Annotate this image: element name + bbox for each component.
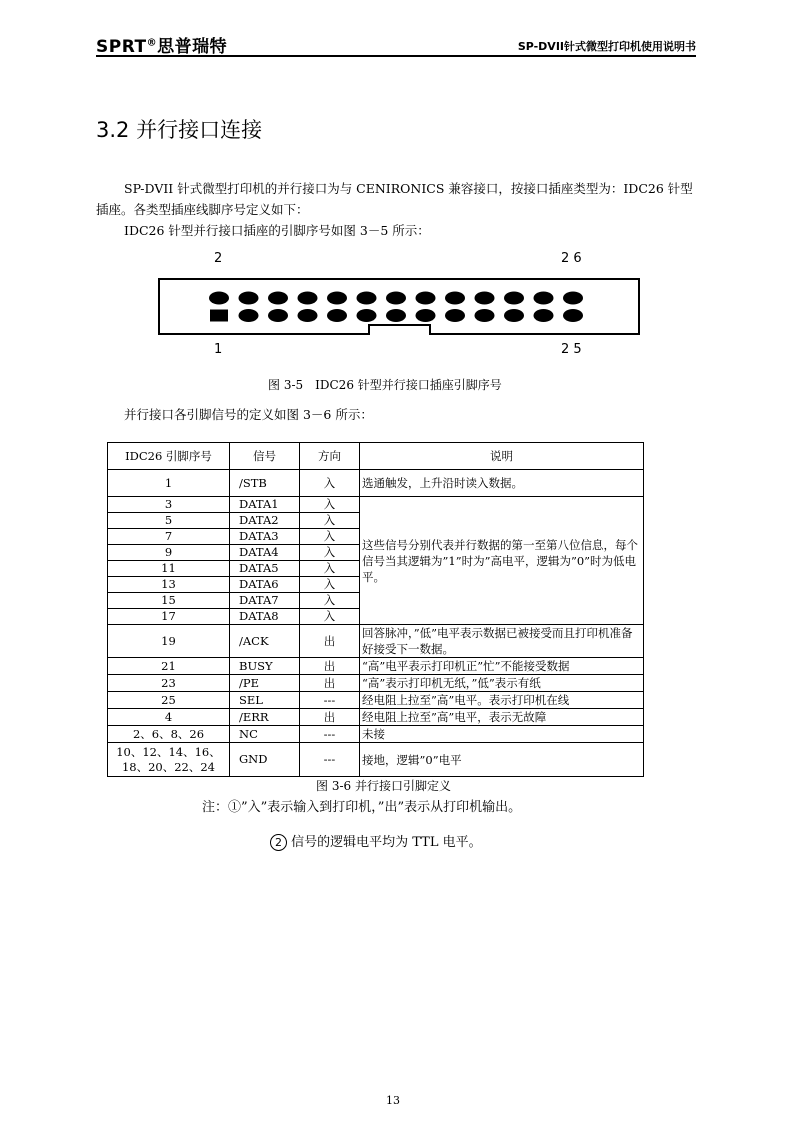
signal-cell: DATA3 (230, 529, 300, 545)
page-header (96, 32, 696, 57)
signal-cell: /ACK (230, 625, 300, 658)
description-cell: “高”电平表示打印机正”忙”不能接受数据 (360, 658, 644, 675)
header-description: 说明 (360, 443, 644, 470)
document-title: SP-DVII针式微型打印机使用说明书 (517, 40, 696, 53)
pin-odd-5 (268, 309, 288, 322)
pin-odd-1 (210, 310, 228, 322)
pin-even-8 (298, 292, 318, 305)
signal-cell: BUSY (230, 658, 300, 675)
idc26-connector-diagram (158, 278, 640, 336)
direction-cell: 出 (300, 625, 360, 658)
figure-caption: 图 3-5 IDC26 针型并行接口插座引脚序号 (268, 378, 502, 392)
section-title: 3.2 并行接口连接 (96, 118, 263, 142)
circled-number-icon: 2 (270, 834, 287, 851)
signal-cell: DATA4 (230, 545, 300, 561)
pin-odd-17 (445, 309, 465, 322)
pin-odd-19 (475, 309, 495, 322)
table-row (108, 658, 644, 675)
table-row (108, 497, 644, 513)
direction-cell: 出 (300, 709, 360, 726)
direction-cell: 出 (300, 675, 360, 692)
intro-line-3: IDC26 针型并行接口插座的引脚序号如图 3－5 所示： (124, 223, 430, 238)
table-row (108, 709, 644, 726)
table-row (108, 726, 644, 743)
signal-cell: DATA2 (230, 513, 300, 529)
direction-cell: 入 (300, 470, 360, 497)
description-cell: 接地，逻辑”0”电平 (360, 743, 644, 777)
pin-cell: 3 (108, 497, 230, 513)
direction-cell: --- (300, 743, 360, 777)
pin-odd-9 (327, 309, 347, 322)
pin-even-16 (416, 292, 436, 305)
pin-cell: 21 (108, 658, 230, 675)
pin-even-26 (563, 292, 583, 305)
pin-even-6 (268, 292, 288, 305)
pin-label-26: 2 6 (561, 251, 582, 266)
direction-cell: 入 (300, 561, 360, 577)
pin-odd-15 (416, 309, 436, 322)
pin-odd-13 (386, 309, 406, 322)
description-cell: 经电阻上拉至”高”电平。表示打印机在线 (360, 692, 644, 709)
signal-cell: /ERR (230, 709, 300, 726)
page-number: 13 (386, 1094, 400, 1107)
direction-cell: 入 (300, 609, 360, 625)
table-row (108, 675, 644, 692)
pin-cell: 5 (108, 513, 230, 529)
pin-group (209, 292, 583, 323)
pin-cell: 19 (108, 625, 230, 658)
pin-even-24 (534, 292, 554, 305)
brand-logo: SPRT®思普瑞特 (96, 37, 228, 57)
description-cell: 经电阻上拉至”高”电平，表示无故障 (360, 709, 644, 726)
pin-cell: 4 (108, 709, 230, 726)
pin-cell: 11 (108, 561, 230, 577)
signal-cell: DATA8 (230, 609, 300, 625)
pin-label-1: 1 (214, 342, 223, 357)
signal-cell: DATA1 (230, 497, 300, 513)
signal-cell: NC (230, 726, 300, 743)
table-row (108, 692, 644, 709)
pin-definition-table (107, 442, 644, 777)
direction-cell: 入 (300, 497, 360, 513)
pin-even-4 (239, 292, 259, 305)
pin-even-12 (357, 292, 377, 305)
pin-cell: 13 (108, 577, 230, 593)
note-2 (270, 831, 482, 851)
signal-cell: DATA7 (230, 593, 300, 609)
pin-label-2: 2 (214, 251, 223, 266)
pin-label-25: 2 5 (561, 342, 582, 357)
signal-cell: SEL (230, 692, 300, 709)
table-row (108, 743, 644, 777)
description-cell: 回答脉冲，”低”电平表示数据已被接受而且打印机准备好接受下一数据。 (360, 625, 644, 658)
direction-cell: --- (300, 726, 360, 743)
pin-odd-23 (534, 309, 554, 322)
pin-cell: 17 (108, 609, 230, 625)
table-row (108, 625, 644, 658)
pin-even-22 (504, 292, 524, 305)
pin-cell: 2、6、8、26 (108, 726, 230, 743)
pin-even-10 (327, 292, 347, 305)
pin-odd-3 (239, 309, 259, 322)
table-row (108, 470, 644, 497)
description-cell: “高”表示打印机无纸，”低”表示有纸 (360, 675, 644, 692)
direction-cell: --- (300, 692, 360, 709)
pin-cell: 23 (108, 675, 230, 692)
intro-line-2: 插座。各类型插座线脚序号定义如下： (96, 202, 309, 217)
pin-odd-21 (504, 309, 524, 322)
table-caption: 图 3-6 并行接口引脚定义 (316, 779, 451, 793)
note-2-text: 信号的逻辑电平均为 TTL 电平。 (291, 835, 482, 850)
pin-cell: 15 (108, 593, 230, 609)
pin-odd-7 (298, 309, 318, 322)
table-header-row (108, 443, 644, 470)
header-rule (96, 55, 696, 57)
note-1: 注：①”入”表示输入到打印机，”出”表示从打印机输出。 (202, 800, 522, 815)
signal-cell: DATA6 (230, 577, 300, 593)
direction-cell: 入 (300, 545, 360, 561)
direction-cell: 入 (300, 529, 360, 545)
header-direction: 方向 (300, 443, 360, 470)
pin-cell: 25 (108, 692, 230, 709)
pin-even-2 (209, 292, 229, 305)
header-signal: 信号 (230, 443, 300, 470)
direction-cell: 出 (300, 658, 360, 675)
pin-odd-11 (357, 309, 377, 322)
pin-even-14 (386, 292, 406, 305)
pin-even-20 (475, 292, 495, 305)
intro-line-1: SP-DVII 针式微型打印机的并行接口为与 CENIRONICS 兼容接口，按接口插座类型为：IDC26 针型 (124, 181, 693, 196)
pin-cell: 1 (108, 470, 230, 497)
table-intro: 并行接口各引脚信号的定义如图 3－6 所示： (124, 407, 373, 422)
direction-cell: 入 (300, 577, 360, 593)
signal-cell: GND (230, 743, 300, 777)
signal-cell: DATA5 (230, 561, 300, 577)
pin-even-18 (445, 292, 465, 305)
connector-outline (159, 279, 639, 334)
data-description-cell: 这些信号分别代表并行数据的第一至第八位信息，每个信号当其逻辑为”1”时为”高电平，逻辑为”0”时为低电平。 (360, 497, 644, 625)
direction-cell: 入 (300, 513, 360, 529)
signal-cell: /STB (230, 470, 300, 497)
pin-cell: 7 (108, 529, 230, 545)
direction-cell: 入 (300, 593, 360, 609)
description-cell: 选通触发，上升沿时读入数据。 (360, 470, 644, 497)
signal-cell: /PE (230, 675, 300, 692)
pin-odd-25 (563, 309, 583, 322)
pin-cell: 10、12、14、16、18、20、22、24 (108, 743, 230, 777)
pin-cell: 9 (108, 545, 230, 561)
header-pin: IDC26 引脚序号 (108, 443, 230, 470)
description-cell: 未接 (360, 726, 644, 743)
